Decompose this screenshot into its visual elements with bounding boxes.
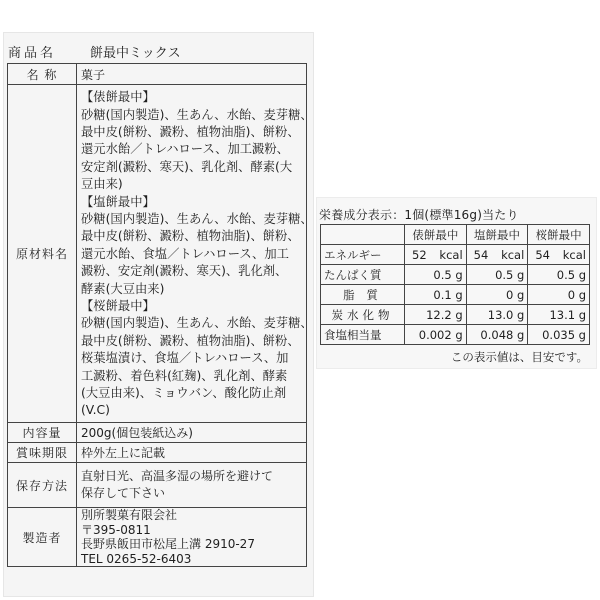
nutrition-value: 0.002 g: [405, 325, 467, 345]
expiry-key: 賞味期限: [8, 443, 77, 463]
storage-line: 直射日光、高温多湿の場所を避けて: [81, 469, 274, 483]
storage-value: [77, 463, 307, 508]
nutrition-value: 0.5 g: [405, 265, 467, 285]
ingredient-line: 還元水飴、食塩／トレハロース、加工: [81, 246, 289, 261]
nutrition-header-blank: [321, 225, 405, 245]
table-row: [8, 463, 307, 508]
nutrition-value: 0.035 g: [528, 325, 590, 345]
name-value: 菓子: [77, 64, 307, 85]
nutrition-label: 脂 質: [321, 285, 405, 305]
nutrition-label: 炭水化物: [321, 305, 405, 325]
ingredient-line: 豆由来): [81, 177, 123, 192]
nutrition-label: 食塩相当量: [321, 325, 405, 345]
ingredients-key: 原材料名: [8, 85, 77, 423]
nutrition-label: たんぱく質: [321, 265, 405, 285]
nutrition-value: 0.5 g: [466, 265, 528, 285]
nutrition-value: 0.5 g: [528, 265, 590, 285]
ingredient-line: 工澱粉、着色料(紅麹)、乳化剤、酵素: [81, 368, 288, 383]
nutrition-value: 0 g: [528, 285, 590, 305]
ingredient-section-heading: 【塩餅最中】: [81, 194, 155, 209]
nutrition-row: [321, 245, 590, 265]
nutrition-header-row: [321, 225, 590, 245]
nutrition-value: 0.048 g: [466, 325, 528, 345]
maker-key: 製造者: [8, 508, 77, 567]
nutrition-number: 52: [412, 247, 427, 262]
ingredient-line: 砂糖(国内製造)、生あん、水飴、麦芽糖、: [81, 316, 313, 331]
table-row: [8, 508, 307, 567]
content-key: 内容量: [8, 423, 77, 443]
nutrition-value: [528, 245, 590, 265]
nutrition-row: [321, 285, 590, 305]
ingredient-line: 桜葉塩漬け、食塩／トレハロース、加: [81, 351, 289, 366]
nutrition-value: 13.0 g: [466, 305, 528, 325]
table-row: [8, 443, 307, 463]
ingredient-line: 最中皮(餅粉、澱粉、植物油脂)、餅粉、: [81, 333, 300, 348]
nutrition-title: 栄養成分表示：1個(標準16g)当たり: [319, 208, 519, 222]
nutrition-header-sakura: 桜餅最中: [528, 225, 590, 245]
table-row: [8, 423, 307, 443]
ingredient-line: 砂糖(国内製造)、生あん、水飴、麦芽糖、: [81, 211, 313, 226]
nutrition-row: [321, 265, 590, 285]
ingredient-line: 砂糖(国内製造)、生あん、水飴、麦芽糖、: [81, 107, 313, 122]
nutrition-value: 0 g: [466, 285, 528, 305]
product-name-key: 商品名: [8, 45, 57, 61]
ingredient-line: (V.C): [81, 403, 110, 418]
nutrition-value: 12.2 g: [405, 305, 467, 325]
maker-address: 長野県飯田市松尾上溝 2910-27: [81, 537, 255, 551]
ingredient-section-heading: 【桜餅最中】: [81, 299, 155, 314]
nutrition-table: [320, 224, 590, 345]
ingredient-section-heading: 【俵餅最中】: [81, 90, 155, 105]
ingredient-table: [7, 63, 313, 567]
nutrition-header-tawara: 俵餅最中: [405, 225, 467, 245]
ingredients-value: [77, 85, 313, 423]
nutrition-value: [405, 245, 467, 265]
product-name-row: [8, 42, 308, 60]
content-value: 200g(個包装紙込み): [77, 423, 307, 443]
ingredient-line: 最中皮(餅粉、澱粉、植物油脂)、餅粉、: [81, 229, 300, 244]
ingredient-line: 安定剤(澱粉、寒天)、乳化剤、酵素(大: [81, 159, 293, 174]
ingredient-line: 還元水飴／トレハロース、加工澱粉、: [81, 142, 289, 157]
storage-line: 保存して下さい: [81, 486, 166, 500]
product-name-value: 餅最中ミックス: [90, 45, 181, 61]
nutrition-value: 0.1 g: [405, 285, 467, 305]
nutrition-header-shio: 塩餅最中: [466, 225, 528, 245]
ingredient-line: 澱粉、安定剤(澱粉、寒天)、乳化剤、: [81, 264, 288, 279]
nutrition-number: 54: [473, 247, 489, 262]
expiry-value: 枠外左上に記載: [77, 443, 307, 463]
ingredient-line: (大豆由来)、ミョウバン、酸化防止剤: [81, 386, 287, 401]
nutrition-row: [321, 325, 590, 345]
maker-company: 別所製菓有限会社: [81, 508, 178, 522]
nutrition-value: [466, 245, 528, 265]
nutrition-unit: kcal: [439, 247, 463, 262]
nutrition-unit: kcal: [562, 247, 586, 262]
table-row: [8, 85, 307, 423]
nutrition-note: この表示値は、目安です。: [450, 350, 588, 364]
nutrition-value: 13.1 g: [528, 305, 590, 325]
nutrition-label: エネルギー: [321, 245, 405, 265]
table-row: [8, 64, 307, 85]
ingredient-line: 最中皮(餅粉、澱粉、植物油脂)、餅粉、: [81, 124, 300, 139]
nutrition-unit: kcal: [501, 247, 525, 262]
nutrition-number: 54: [535, 247, 550, 262]
name-key: 名 称: [8, 64, 77, 85]
maker-value: [77, 508, 307, 567]
ingredients-list: [81, 87, 313, 420]
maker-postcode: 〒395-0811: [81, 522, 151, 537]
storage-key: 保存方法: [8, 463, 77, 508]
ingredient-line: 酵素(大豆由来): [81, 281, 165, 296]
nutrition-row: [321, 305, 590, 325]
maker-phone: TEL 0265-52-6403: [81, 551, 192, 566]
